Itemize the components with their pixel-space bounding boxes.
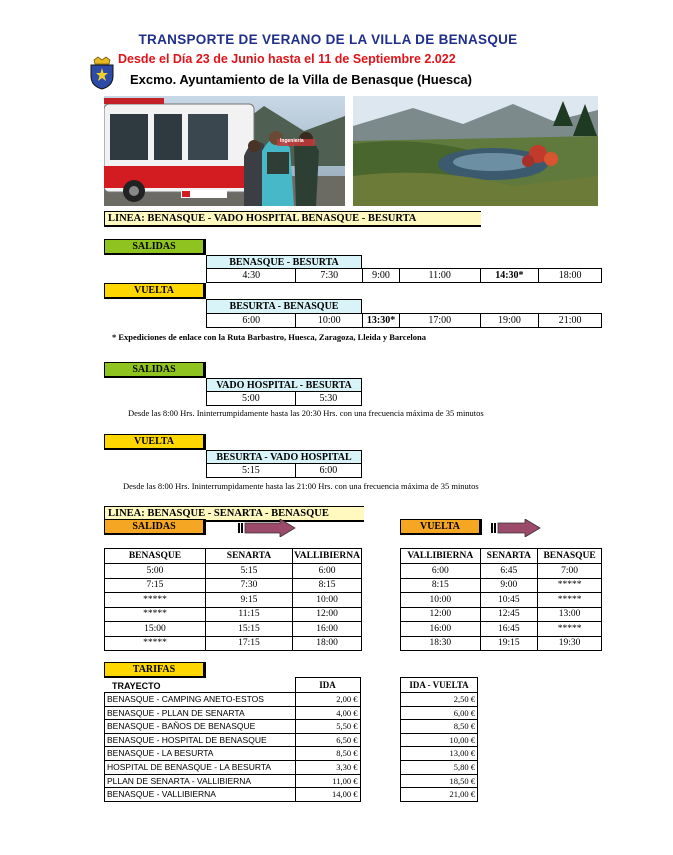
line2-vuelta-table (400, 548, 602, 651)
table-row (105, 747, 361, 761)
route-cell: HOSPITAL DE BENASQUE - LA BESURTA (105, 760, 296, 774)
table-row (401, 720, 478, 734)
coat-of-arms-icon (88, 56, 116, 90)
price-cell: 8,50 € (401, 720, 478, 734)
time-cell: ***** (105, 636, 206, 651)
time-cell: ***** (538, 578, 602, 593)
fares-return-table (400, 677, 478, 802)
time-cell: 17:15 (205, 636, 292, 651)
price-cell: 8,50 € (295, 747, 360, 761)
time-cell: 18:00 (539, 269, 602, 283)
bus-photo (104, 96, 345, 206)
price-cell: 13,00 € (401, 747, 478, 761)
table-row (105, 578, 362, 593)
time-cell: 8:15 (401, 578, 481, 593)
time-cell: 16:00 (401, 622, 481, 637)
price-cell: 4,00 € (295, 706, 360, 720)
table-header-row (105, 678, 361, 693)
route-cell: BENASQUE - PLLAN DE SENARTA (105, 706, 296, 720)
route-cell: PLLAN DE SENARTA - VALLIBIERNA (105, 774, 296, 788)
time-cell: 12:45 (480, 607, 538, 622)
line1-salidas-times (206, 268, 602, 283)
time-cell: 7:15 (105, 578, 206, 593)
organization: Excmo. Ayuntamiento de la Villa de Benasque (Huesca) (130, 72, 472, 87)
arrow-right-icon (238, 519, 296, 542)
table-row (105, 693, 361, 707)
table-row (401, 622, 602, 637)
time-cell: 19:15 (480, 636, 538, 651)
table-row (401, 788, 478, 802)
time-cell: 5:15 (205, 564, 292, 579)
price-cell: 6,00 € (401, 706, 478, 720)
time-cell: 21:00 (539, 314, 602, 328)
frequency-note: Desde las 8:00 Hrs. Ininterrumpidamente hasta las 21:00 Hrs. con una frecuencia máxima de 35 minutos (123, 481, 479, 491)
time-cell: 11:15 (205, 607, 292, 622)
time-cell: 19:00 (480, 314, 539, 328)
time-cell: 5:00 (105, 564, 206, 579)
table-row (401, 578, 602, 593)
time-cell: 8:15 (293, 578, 362, 593)
column-header: IDA (295, 678, 360, 693)
time-cell: 15:15 (205, 622, 292, 637)
price-cell: 5,80 € (401, 760, 478, 774)
line1-vuelta-route: BESURTA - BENASQUE (206, 299, 362, 313)
table-row (105, 760, 361, 774)
column-header: SENARTA (480, 549, 538, 564)
price-cell: 6,50 € (295, 733, 360, 747)
time-cell: 6:00 (401, 564, 481, 579)
route-cell: BENASQUE - VALLIBIERNA (105, 788, 296, 802)
table-row (105, 720, 361, 734)
tarifas-label: TARIFAS (104, 662, 206, 678)
price-cell: 10,00 € (401, 733, 478, 747)
time-cell: ***** (105, 607, 206, 622)
validity-dates: Desde el Día 23 de Junio hasta el 11 de Septiembre 2.022 (118, 52, 456, 66)
connection-note: * Expediciones de enlace con la Ruta Barbastro, Huesca, Zaragoza, Lleida y Barcelona (112, 332, 426, 342)
table-header-row (401, 549, 602, 564)
time-cell: 9:00 (480, 578, 538, 593)
line1-vuelta2-route: BESURTA - VADO HOSPITAL (206, 450, 362, 464)
time-cell: 10:00 (296, 314, 363, 328)
price-cell: 5,50 € (295, 720, 360, 734)
column-header: VALLIBIERNA (293, 549, 362, 564)
table-row (401, 607, 602, 622)
table-row (401, 693, 478, 707)
line1-salidas-label: SALIDAS (104, 239, 206, 255)
time-cell: 15:00 (105, 622, 206, 637)
line2-salidas-label: SALIDAS (104, 519, 206, 535)
time-cell: 10:00 (293, 593, 362, 608)
time-cell: 12:00 (293, 607, 362, 622)
table-row (401, 564, 602, 579)
line1-label: LINEA: BENASQUE - VADO HOSPITAL BENASQUE - BESURTA (104, 211, 481, 227)
table-row (207, 269, 602, 283)
time-cell: 6:00 (293, 564, 362, 579)
line1-salidas2-label: SALIDAS (104, 362, 206, 378)
price-cell: 18,50 € (401, 774, 478, 788)
price-cell: 21,00 € (401, 788, 478, 802)
column-header: SENARTA (205, 549, 292, 564)
time-cell: 16:45 (480, 622, 538, 637)
table-row (105, 607, 362, 622)
time-cell: 7:00 (538, 564, 602, 579)
price-cell: 11,00 € (295, 774, 360, 788)
time-cell: 18:00 (293, 636, 362, 651)
line1-vuelta2-times (206, 463, 362, 478)
table-row (105, 593, 362, 608)
route-cell: BENASQUE - BAÑOS DE BENASQUE (105, 720, 296, 734)
line2-salidas-table (104, 548, 362, 651)
page-title: TRANSPORTE DE VERANO DE LA VILLA DE BENASQUE (138, 32, 518, 47)
table-row (401, 774, 478, 788)
line1-vuelta-times (206, 313, 602, 328)
time-cell: ***** (538, 622, 602, 637)
trayecto-header: TRAYECTO (112, 681, 161, 691)
line1-salidas2-times (206, 391, 362, 406)
time-cell: 16:00 (293, 622, 362, 637)
fares-table (104, 677, 361, 802)
frequency-note: Desde las 8:00 Hrs. Ininterrumpidamente hasta las 20:30 Hrs. con una frecuencia máxima de 35 minutos (128, 408, 484, 418)
table-row (105, 774, 361, 788)
time-cell: 13:00 (538, 607, 602, 622)
route-cell: BENASQUE - CAMPING ANETO-ESTOS (105, 693, 296, 707)
line1-salidas-route: BENASQUE - BESURTA (206, 255, 362, 269)
time-cell: 10:00 (401, 593, 481, 608)
time-cell: 11:00 (399, 269, 480, 283)
arrow-right-icon (491, 519, 541, 542)
column-header: IDA - VUELTA (401, 678, 478, 693)
line1-vuelta2-label: VUELTA (104, 434, 206, 450)
price-cell: 2,50 € (401, 693, 478, 707)
time-cell: 10:45 (480, 593, 538, 608)
table-row (105, 564, 362, 579)
time-cell: 5:15 (207, 464, 296, 478)
time-cell: 12:00 (401, 607, 481, 622)
table-row (401, 747, 478, 761)
price-cell: 14,00 € (295, 788, 360, 802)
column-header: VALLIBIERNA (401, 549, 481, 564)
time-cell: 13:30* (363, 314, 400, 328)
time-cell: 14:30* (480, 269, 539, 283)
table-row (401, 733, 478, 747)
time-cell: 9:00 (363, 269, 400, 283)
table-header-row (105, 549, 362, 564)
table-row (401, 760, 478, 774)
table-row (105, 622, 362, 637)
line2-label: LINEA: BENASQUE - SENARTA - BENASQUE (104, 506, 364, 522)
line1-salidas2-route: VADO HOSPITAL - BESURTA (206, 378, 362, 392)
table-row (401, 706, 478, 720)
time-cell: 7:30 (205, 578, 292, 593)
time-cell: 17:00 (400, 314, 481, 328)
lake-landscape-photo (353, 96, 598, 206)
column-header: BENASQUE (105, 549, 206, 564)
table-row (401, 636, 602, 651)
table-row (207, 314, 602, 328)
table-header-row (401, 678, 478, 693)
route-cell: BENASQUE - LA BESURTA (105, 747, 296, 761)
time-cell: ***** (105, 593, 206, 608)
table-row (105, 636, 362, 651)
table-row (401, 593, 602, 608)
time-cell: 5:30 (295, 392, 361, 406)
line1-vuelta-label: VUELTA (104, 283, 206, 299)
time-cell: 19:30 (538, 636, 602, 651)
time-cell: ***** (538, 593, 602, 608)
table-row (105, 788, 361, 802)
price-cell: 3,30 € (295, 760, 360, 774)
route-cell: BENASQUE - HOSPITAL DE BENASQUE (105, 733, 296, 747)
time-cell: 6:45 (480, 564, 538, 579)
table-row (105, 733, 361, 747)
time-cell: 4:30 (207, 269, 296, 283)
table-row (105, 706, 361, 720)
photo-badge: Ingeniería (280, 138, 304, 144)
time-cell: 18:30 (401, 636, 481, 651)
column-header: BENASQUE (538, 549, 602, 564)
table-row (207, 392, 362, 406)
line2-vuelta-label: VUELTA (400, 519, 482, 535)
price-cell: 2,00 € (295, 693, 360, 707)
time-cell: 6:00 (207, 314, 296, 328)
time-cell: 5:00 (207, 392, 296, 406)
time-cell: 9:15 (205, 593, 292, 608)
time-cell: 6:00 (295, 464, 361, 478)
table-row (207, 464, 362, 478)
time-cell: 7:30 (296, 269, 363, 283)
